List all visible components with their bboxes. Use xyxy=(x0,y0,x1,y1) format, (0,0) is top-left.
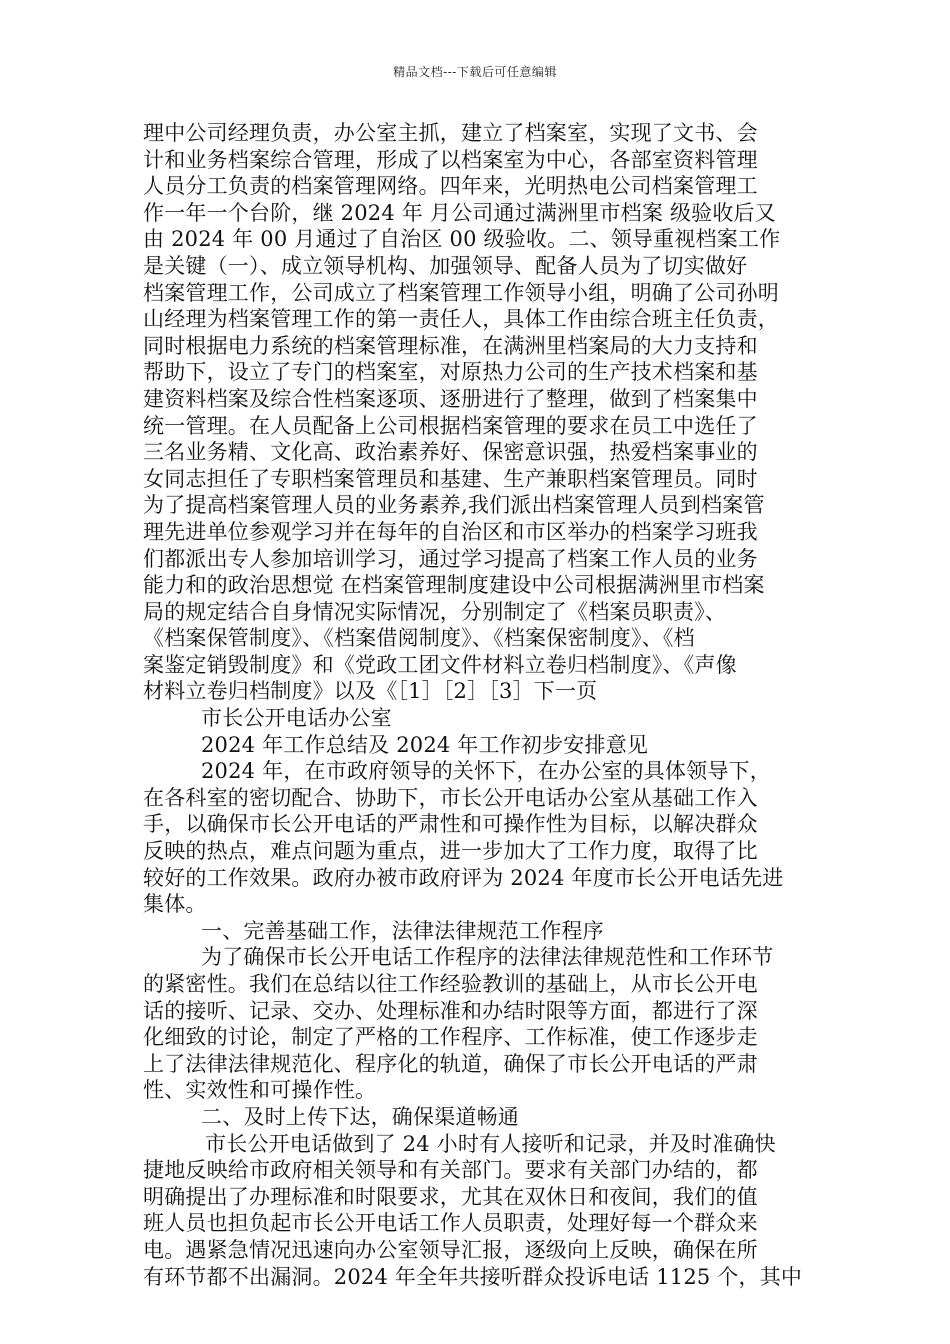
text-line: 班人员也担负起市长公开电话工作人员职责，处理好每一个群众来 xyxy=(143,1211,758,1236)
text-line: 同时根据电力系统的档案管理标准，在满洲里档案局的大力支持和 xyxy=(143,333,758,358)
text-line: 为了提高档案管理人员的业务素养,我们派出档案管理人员到档案管 xyxy=(143,493,765,518)
section-heading: 一、完善基础工作，法律法律规范工作程序 xyxy=(201,918,604,943)
text-line: 统一管理。在人员配备上公司根据档案管理的要求在员工中选任了 xyxy=(143,413,758,438)
text-line: 帮助下，设立了专门的档案室，对原热力公司的生产技术档案和基 xyxy=(143,360,758,385)
text-line: 电。遇紧急情况迅速向办公室领导汇报，逐级向上反映，确保在所 xyxy=(143,1237,758,1262)
text-line: 是关键（一）、成立领导机构、加强领导、配备人员为了切实做好 xyxy=(143,253,748,278)
text-line: 2024 年，在市政府领导的关怀下，在办公室的具体领导下， xyxy=(201,759,771,784)
text-line: 《档案保管制度》、《档案借阅制度》、《档案保密制度》、《档 xyxy=(143,626,695,651)
text-line: 在各科室的密切配合、协助下，市长公开电话办公室从基础工作入 xyxy=(143,785,758,810)
text-line: 们都派出专人参加培训学习，通过学习提高了档案工作人员的业务 xyxy=(143,546,758,571)
text-line: 案鉴定销毁制度》和《党政工团文件材料立卷归档制度》、《声像 xyxy=(143,652,737,677)
text-line: 上了法律法律规范化、程序化的轨道，确保了市长公开电话的严肃 xyxy=(143,1051,758,1076)
text-line: 较好的工作效果。政府办被市政府评为 2024 年度市长公开电话先进 xyxy=(143,865,784,890)
text-line: 局的规定结合自身情况实际情况，分别制定了《档案员职责》、 xyxy=(143,599,727,624)
section-heading: 2024 年工作总结及 2024 年工作初步安排意见 xyxy=(201,732,649,757)
text-line: 的紧密性。我们在总结以往工作经验教训的基础上，从市长公开电 xyxy=(143,972,758,996)
text-line: 明确提出了办理标准和时限要求，尤其在双休日和夜间，我们的值 xyxy=(143,1184,758,1209)
text-line: 化细致的讨论，制定了严格的工作程序、工作标准，使工作逐步走 xyxy=(143,1025,758,1050)
text-line: 女同志担任了专职档案管理员和基建、生产兼职档案管理员。同时 xyxy=(143,466,758,491)
text-line: 作一年一个台阶，继 2024 年 月公司通过满洲里市档案 级验收后又 xyxy=(143,200,776,225)
text-line: 反映的热点，难点问题为重点，进一步加大了工作力度，取得了比 xyxy=(143,839,758,864)
text-line: 手，以确保市长公开电话的严肃性和可操作性为目标，以解决群众 xyxy=(143,812,758,837)
text-line: 性、实效性和可操作性。 xyxy=(143,1078,377,1103)
text-line: 集体。 xyxy=(143,892,207,917)
text-line: 为了确保市长公开电话工作程序的法律法律规范性和工作环节 xyxy=(201,945,774,970)
text-line: 三名业务精、文化高、政治素养好、保密意识强，热爱档案事业的 xyxy=(143,440,758,465)
text-line: 由 2024 年 00 月通过了自治区 00 级验收。二、领导重视档案工作 xyxy=(143,227,781,252)
text-line: 人员分工负责的档案管理网络。四年来，光明热电公司档案管理工 xyxy=(143,174,758,199)
text-line: 档案管理工作，公司成立了档案管理工作领导小组，明确了公司孙明 xyxy=(143,280,779,305)
text-line: 捷地反映给市政府相关领导和有关部门。要求有关部门办结的，都 xyxy=(143,1158,758,1183)
text-line: 有环节都不出漏洞。2024 年全年共接听群众投诉电话 1125 个，其中 xyxy=(143,1264,803,1289)
document-body xyxy=(143,120,813,1290)
text-line: 建资料档案及综合性档案逐项、逐册进行了整理，做到了档案集中 xyxy=(143,386,758,411)
page-header: 精品文档---下载后可任意编辑 xyxy=(393,65,557,79)
text-line: 市长公开电话做到了 24 小时有人接听和记录，并及时准确快 xyxy=(205,1131,776,1156)
section-heading: 市长公开电话办公室 xyxy=(201,706,392,731)
text-line: 计和业务档案综合管理，形成了以档案室为中心，各部室资料管理 xyxy=(143,147,758,172)
section-heading: 二、及时上传下达，确保渠道畅通 xyxy=(201,1104,519,1129)
text-line: 理中公司经理负责，办公室主抓，建立了档案室，实现了文书、会 xyxy=(143,121,758,145)
text-line: 理先进单位参观学习并在每年的自治区和市区举办的档案学习班我 xyxy=(143,519,758,544)
text-line: 能力和的政治思想觉 在档案管理制度建设中公司根据满洲里市档案 xyxy=(143,573,765,598)
text-line: 话的接听、记录、交办、处理标准和办结时限等方面，都进行了深 xyxy=(143,998,758,1023)
text-line: 山经理为档案管理工作的第一责任人，具体工作由综合班主任负责， xyxy=(143,307,779,332)
text-line: 材料立卷归档制度》以及《［1］［2］［3］下一页 xyxy=(143,679,598,704)
